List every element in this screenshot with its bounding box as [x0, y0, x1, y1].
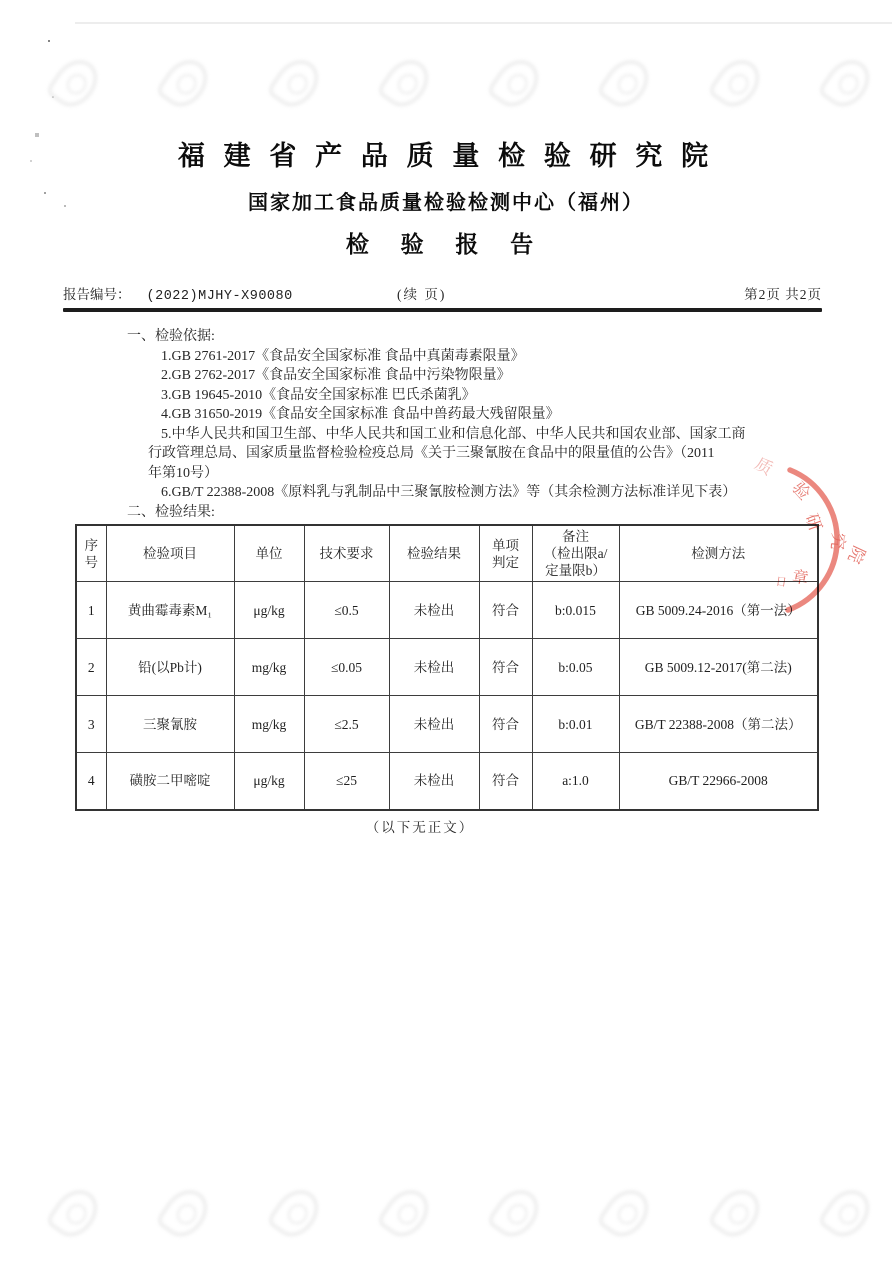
watermark-mark — [155, 1181, 216, 1245]
cell-item: 三聚氰胺 — [106, 696, 234, 753]
org-title: 福 建 省 产 品 质 量 检 验 研 究 院 — [177, 141, 715, 171]
table-row — [76, 696, 818, 753]
col-header-note — [532, 525, 619, 582]
header-rule — [63, 308, 822, 312]
report-meta-row — [63, 283, 822, 303]
report-header — [0, 0, 892, 259]
basis-line: 3.GB 19645-2010《食品安全国家标准 巴氏杀菌乳》 — [161, 387, 476, 403]
cell-result: 未检出 — [389, 582, 479, 639]
watermark-mark — [485, 1181, 546, 1245]
col-header-line: 号 — [84, 554, 98, 570]
official-seal-stamp — [700, 430, 892, 650]
cell-serial: 3 — [76, 696, 106, 753]
col-header-line: 检测方法 — [691, 546, 746, 561]
col-header-line: 判定 — [492, 554, 519, 570]
report-no-value: (2022)MJHY-X90080 — [146, 289, 293, 304]
cell-serial: 2 — [76, 639, 106, 696]
scan-specks — [48, 40, 50, 42]
cell-unit: μg/kg — [234, 582, 304, 639]
seal-char: 质 — [751, 454, 776, 480]
seal-char: 院 — [844, 542, 869, 567]
watermark-mark — [706, 1181, 767, 1245]
cell-method: GB/T 22966-2008 — [619, 753, 818, 810]
cell-result: 未检出 — [389, 696, 479, 753]
scan-artifact-line — [75, 22, 892, 24]
seal-char: 章 — [790, 568, 810, 588]
cell-judgement: 符合 — [479, 753, 532, 810]
seal-char: 研 — [801, 511, 826, 534]
basis-line: 4.GB 31650-2019《食品安全国家标准 食品中兽药最大残留限量》 — [161, 407, 560, 422]
col-header-line: 定量限b） — [545, 563, 606, 578]
col-header-line: 序 — [84, 537, 98, 553]
basis-line: 1.GB 2761-2017《食品安全国家标准 食品中真菌毒素限量》 — [161, 348, 525, 364]
cell-note: b:0.01 — [532, 696, 619, 753]
cell-unit: μg/kg — [234, 753, 304, 810]
cell-item: 黄曲霉毒素M₁ — [106, 582, 234, 639]
basis-heading: 一、检验依据: — [127, 329, 215, 344]
cell-method: GB 5009.12-2017(第二法) — [619, 639, 818, 696]
col-header-judgement — [479, 525, 532, 582]
basis-line: 6.GB/T 22388-2008《原料乳与乳制品中三聚氰胺检测方法》等（其余检测方法标准详见下表） — [161, 485, 737, 500]
cell-method: GB 5009.24-2016（第一法） — [619, 582, 818, 639]
continuation-label: (续 页) — [396, 287, 447, 302]
cell-serial: 4 — [76, 753, 106, 810]
cell-item: 磺胺二甲嘧啶 — [106, 753, 234, 810]
cell-judgement: 符合 — [479, 639, 532, 696]
col-header-line: 单项 — [492, 537, 519, 553]
col-header-serial — [76, 525, 106, 582]
col-header-line: 检验结果 — [407, 546, 461, 561]
seal-char: 究 — [827, 531, 848, 551]
cell-serial: 1 — [76, 582, 106, 639]
col-header-line: 备注 — [562, 529, 589, 544]
seal-char: 日 — [774, 575, 788, 590]
report-no-label: 报告编号： — [63, 287, 131, 302]
cell-requirement: ≤2.5 — [304, 696, 389, 753]
basis-line: 年第10号） — [148, 465, 218, 481]
cell-judgement: 符合 — [479, 582, 532, 639]
watermark-mark — [44, 1181, 105, 1245]
col-header-requirement — [304, 525, 389, 582]
watermark-mark — [375, 1181, 436, 1245]
cell-requirement: ≤25 — [304, 753, 389, 810]
cell-result: 未检出 — [389, 753, 479, 810]
cell-judgement: 符合 — [479, 696, 532, 753]
cell-requirement: ≤0.5 — [304, 582, 389, 639]
col-header-line: 单位 — [255, 546, 283, 561]
report-title: 检 验 报 告 — [345, 232, 547, 257]
watermark-mark — [816, 1181, 877, 1245]
watermark-mark — [265, 1181, 326, 1245]
basis-line: 2.GB 2762-2017《食品安全国家标准 食品中污染物限量》 — [161, 368, 511, 383]
page-indicator: 第2页 共2页 — [744, 287, 822, 302]
col-header-result — [389, 525, 479, 582]
center-title: 国家加工食品质量检验检测中心（福州） — [248, 192, 644, 214]
cell-result: 未检出 — [389, 639, 479, 696]
col-header-item — [106, 525, 234, 582]
end-of-text-note: （以下无正文） — [365, 819, 475, 835]
basis-line: 行政管理总局、国家质量监督检验检疫总局《关于三聚氰胺在食品中的限量值的公告》（2011 — [148, 446, 715, 461]
cell-unit: mg/kg — [234, 696, 304, 753]
cell-note: a:1.0 — [532, 753, 619, 810]
results-heading: 二、检验结果: — [127, 504, 215, 520]
watermark-mark — [596, 1181, 657, 1245]
col-header-unit — [234, 525, 304, 582]
report-no-group — [63, 283, 293, 304]
watermark-row-bottom — [55, 1188, 867, 1238]
cell-note: b:0.05 — [532, 639, 619, 696]
seal-char: 验 — [788, 478, 814, 504]
col-header-line: 检验项目 — [143, 546, 197, 561]
cell-item: 铅(以Pb计) — [106, 639, 234, 696]
cell-unit: mg/kg — [234, 639, 304, 696]
cell-note: b:0.015 — [532, 582, 619, 639]
cell-requirement: ≤0.05 — [304, 639, 389, 696]
col-header-line: （检出限a/ — [543, 546, 608, 561]
cell-method: GB/T 22388-2008（第二法） — [619, 696, 818, 753]
table-row — [76, 753, 818, 810]
basis-line: 5.中华人民共和国卫生部、中华人民共和国工业和信息化部、中华人民共和国农业部、国家工商 — [161, 426, 746, 442]
col-header-line: 技术要求 — [319, 546, 374, 561]
